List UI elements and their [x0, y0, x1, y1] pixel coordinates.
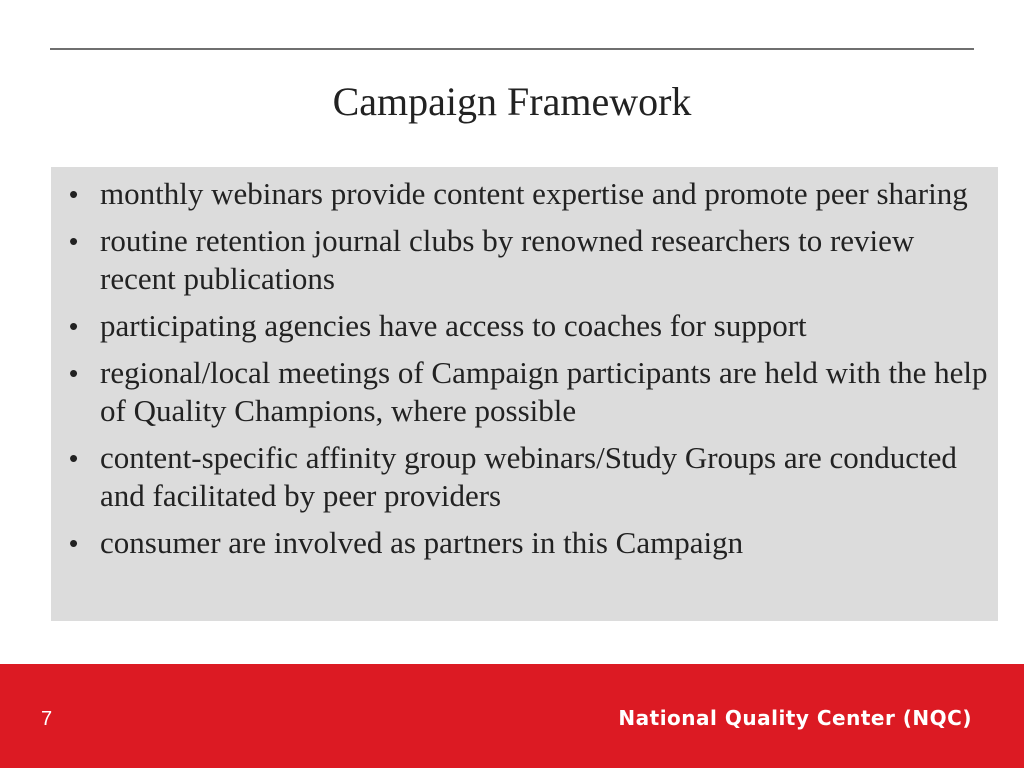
bullet-text: regional/local meetings of Campaign participants are held with the help of Quality Champions, where possible [100, 355, 988, 428]
bullet-item [51, 307, 998, 345]
bullet-item [51, 524, 998, 562]
bullet-item [51, 354, 998, 430]
bullet-item [51, 222, 998, 298]
content-box [51, 167, 998, 621]
bullet-text: monthly webinars provide content expertise and promote peer sharing [100, 176, 968, 211]
slide-title: Campaign Framework [332, 79, 692, 124]
bullet-dot-icon: • [69, 443, 79, 473]
bullet-dot-icon: • [69, 226, 79, 256]
bullet-text: routine retention journal clubs by renowned researchers to review recent publications [100, 223, 915, 296]
bullet-text: content-specific affinity group webinars/Study Groups are conducted and facilitated by peer providers [100, 440, 957, 513]
bullet-dot-icon: • [69, 311, 79, 341]
footer-band [0, 664, 1024, 768]
slide-number: 7 [41, 708, 53, 730]
bullet-dot-icon: • [69, 358, 79, 388]
bullet-list [51, 175, 998, 571]
bullet-dot-icon: • [69, 528, 79, 558]
bullet-item [51, 439, 998, 515]
bullet-dot-icon: • [69, 179, 79, 209]
top-divider-line [50, 48, 974, 50]
organization-name: National Quality Center (NQC) [618, 706, 972, 730]
bullet-text: participating agencies have access to coaches for support [100, 308, 807, 343]
bullet-text: consumer are involved as partners in this Campaign [100, 525, 744, 560]
bullet-item [51, 175, 998, 213]
